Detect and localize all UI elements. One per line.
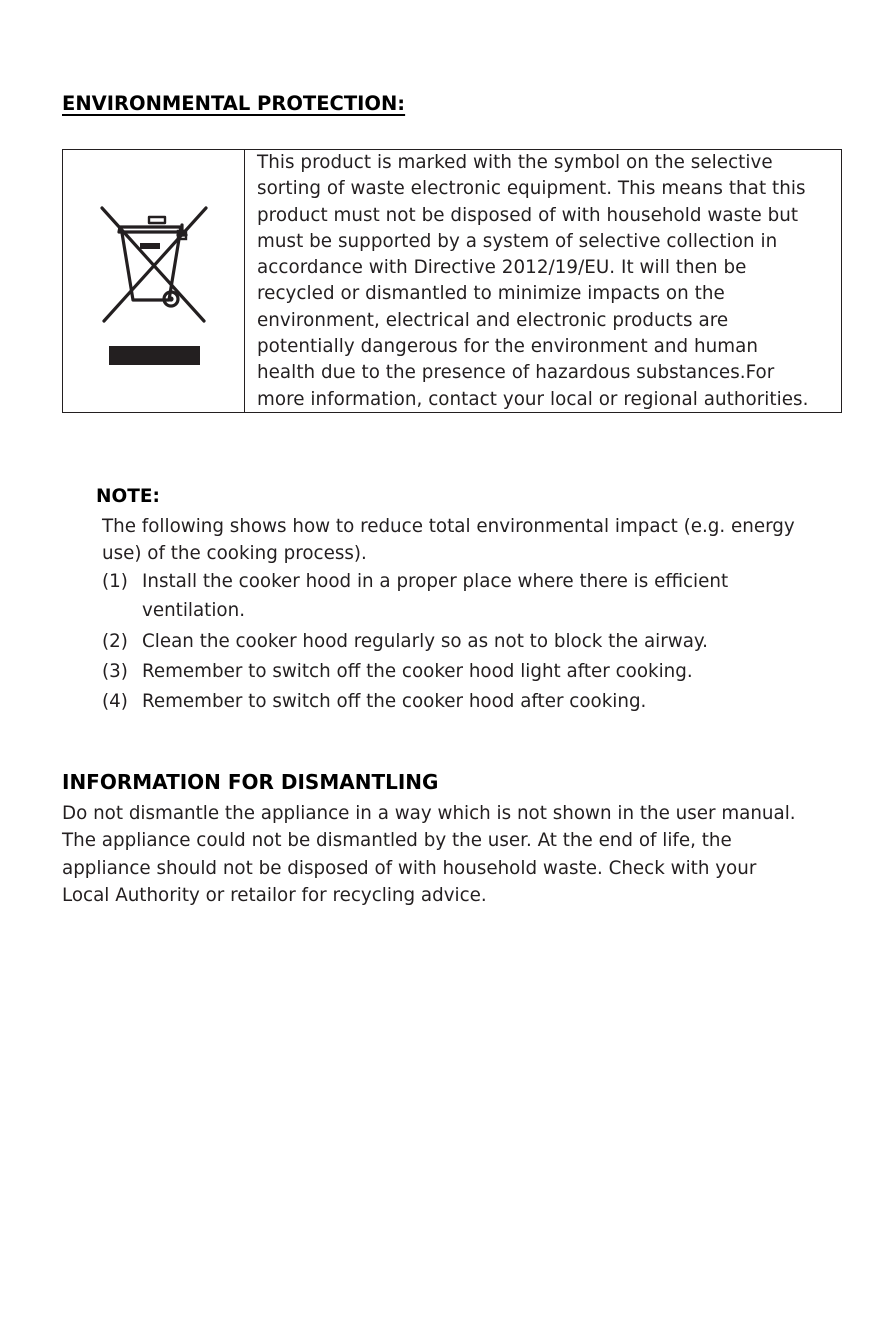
weee-text-line: recycled or dismantled to minimize impacts on the	[257, 283, 725, 305]
dismantling-line: The appliance could not be dismantled by the user. At the end of life, the	[62, 830, 732, 852]
weee-text-line: must be supported by a system of selective collection in	[257, 230, 778, 252]
note-list-item	[102, 657, 728, 687]
note-item-text	[102, 687, 728, 716]
weee-text-line: sorting of waste electronic equipment. This means that this	[257, 178, 806, 200]
weee-text-line: potentially dangerous for the environment and human	[257, 336, 759, 358]
weee-notice-box	[62, 149, 842, 413]
note-item-line: Clean the cooker hood regularly so as not to block the airway.	[142, 631, 708, 652]
note-item-text	[102, 657, 728, 686]
note-intro	[102, 513, 795, 567]
environmental-protection-heading: ENVIRONMENTAL PROTECTION:	[62, 92, 406, 115]
dismantling-text	[62, 800, 796, 909]
weee-symbol-cell	[63, 150, 245, 412]
weee-text-line: health due to the presence of hazardous substances.For	[257, 362, 775, 384]
note-list	[102, 567, 728, 717]
dismantling-line: appliance should not be disposed of with household waste. Check with your	[62, 857, 757, 879]
note-intro-line: use) of the cooking process).	[102, 543, 367, 564]
weee-notice-text	[257, 150, 837, 413]
note-item-number: (3)	[102, 661, 128, 682]
dismantling-line: Local Authority or retailor for recycling advice.	[62, 884, 487, 906]
weee-text-line: This product is marked with the symbol on the selective	[257, 152, 773, 173]
note-item-line: Remember to switch off the cooker hood light after cooking.	[142, 661, 693, 682]
note-item-line: Remember to switch off the cooker hood after cooking.	[142, 691, 647, 712]
note-item-number: (4)	[102, 691, 128, 712]
note-item-line: Install the cooker hood in a proper place where there is efficient	[142, 571, 729, 592]
weee-text-line: product must not be disposed of with household waste but	[257, 204, 799, 226]
note-list-item	[102, 627, 728, 657]
dismantling-line: Do not dismantle the appliance in a way which is not shown in the user manual.	[62, 803, 796, 824]
note-item-text	[102, 627, 728, 656]
weee-text-line: environment, electrical and electronic products are	[257, 309, 729, 331]
note-heading: NOTE:	[96, 486, 160, 507]
note-intro-line: The following shows how to reduce total environmental impact (e.g. energy	[102, 516, 795, 537]
weee-text-line: more information, contact your local or regional authorities.	[257, 388, 809, 410]
crossed-out-wheelie-bin-icon	[96, 205, 212, 365]
note-item-line: ventilation.	[142, 600, 246, 621]
note-list-item	[102, 687, 728, 717]
weee-text-line: accordance with Directive 2012/19/EU. It will then be	[257, 257, 747, 279]
note-item-number: (2)	[102, 631, 128, 652]
dismantling-heading: INFORMATION FOR DISMANTLING	[62, 770, 439, 794]
note-item-number: (1)	[102, 571, 128, 592]
note-item-text	[102, 567, 728, 625]
note-list-item	[102, 567, 728, 627]
